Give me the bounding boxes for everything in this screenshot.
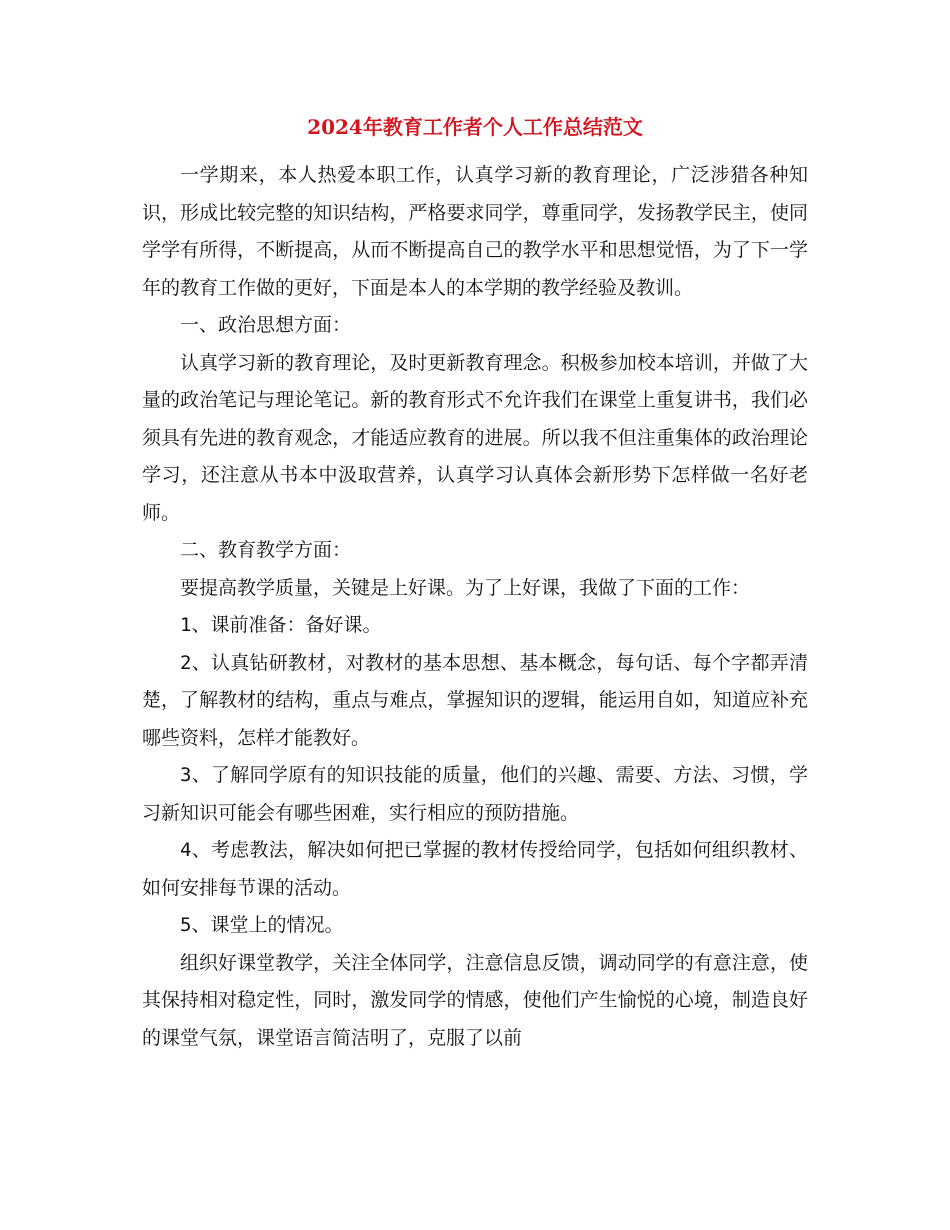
list-item-1: 1、课前准备：备好课。 [180, 614, 382, 636]
paragraph-intro: 一学期来，本人热爱本职工作，认真学习新的教育理论，广泛涉猎各种知识，形成比较完整的知识结构，严格要求同学，尊重同学，发扬教学民主，使同学学有所得，不断提高，从而不断提高自己的教学水平和思想觉悟，为了下一学年的教育工作做的更好，下面是本人的本学期的教学经验及教训。 [142, 164, 808, 299]
paragraph-classroom: 组织好课堂教学，关注全体同学，注意信息反馈，调动同学的有意注意，使其保持相对稳定性，同时，激发同学的情感，使他们产生愉悦的心境，制造良好的课堂气氛，课堂语言简洁明了，克服了以前 [142, 951, 808, 1049]
document-title: 2024年教育工作者个人工作总结范文 [307, 115, 643, 139]
paragraph-teaching-intro: 要提高教学质量，关键是上好课。为了上好课，我做了下面的工作： [180, 576, 751, 599]
section-heading-politics: 一、政治思想方面： [180, 314, 352, 336]
list-item-2: 2、认真钻研教材，对教材的基本思想、基本概念，每句话、每个字都弄清楚，了解教材的结构，重点与难点，掌握知识的逻辑，能运用自如，知道应补充哪些资料，怎样才能教好。 [142, 651, 808, 749]
section-heading-teaching: 二、教育教学方面： [180, 539, 352, 561]
document-body [142, 157, 808, 1057]
list-item-3: 3、了解同学原有的知识技能的质量，他们的兴趣、需要、方法、习惯，学习新知识可能会有哪些困难，实行相应的预防措施。 [142, 764, 808, 824]
paragraph-politics: 认真学习新的教育理论，及时更新教育理念。积极参加校本培训，并做了大量的政治笔记与理论笔记。新的教育形式不允许我们在课堂上重复讲书，我们必须具有先进的教育观念，才能适应教育的进展。所以我不但注重集体的政治理论学习，还注意从书本中汲取营养，认真学习认真体会新形势下怎样做一名好老师。 [142, 351, 808, 524]
list-item-5: 5、课堂上的情况。 [180, 914, 344, 936]
list-item-4: 4、考虑教法，解决如何把已掌握的教材传授给同学，包括如何组织教材、如何安排每节课的活动。 [142, 839, 808, 899]
